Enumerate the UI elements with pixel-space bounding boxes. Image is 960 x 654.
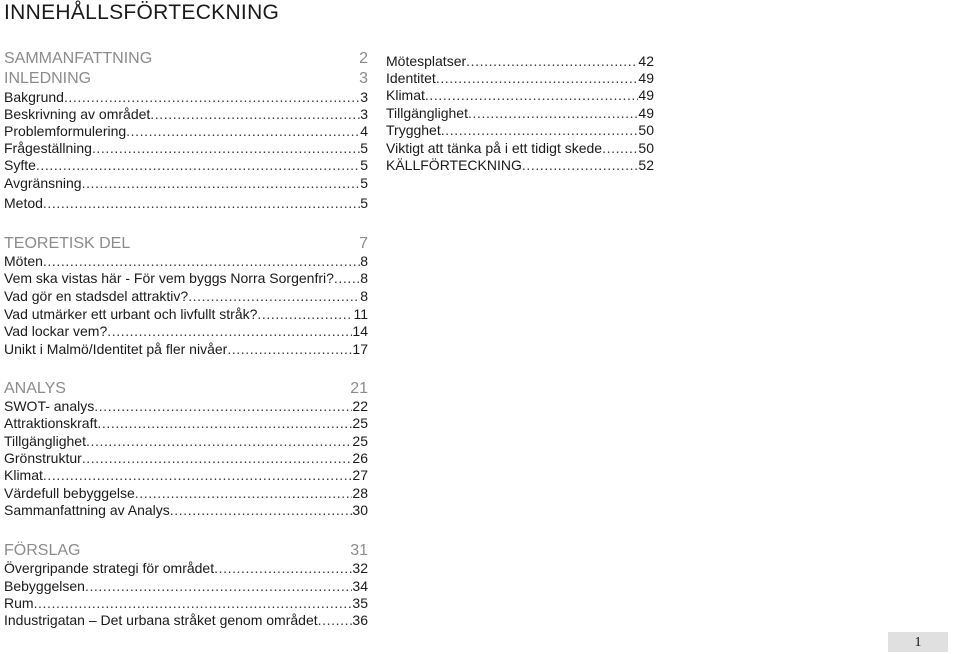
section-page: 21 xyxy=(350,380,368,397)
entry-label: Tillgänglighet xyxy=(386,105,468,121)
section-page: 31 xyxy=(350,542,368,559)
dot-leader xyxy=(82,175,361,192)
entry-label: Metod xyxy=(4,195,43,211)
entry-label: Problemformulering xyxy=(4,123,127,139)
entry-page: 49 xyxy=(638,105,654,121)
toc-left-column xyxy=(4,0,368,653)
dot-leader xyxy=(436,70,639,87)
toc-entry[interactable] xyxy=(386,53,654,70)
entry-label: Frågeställning xyxy=(4,140,92,156)
entry-page: 11 xyxy=(353,306,368,322)
entry-page: 5 xyxy=(360,195,368,211)
entry-page: 50 xyxy=(638,140,654,156)
toc-entry[interactable] xyxy=(4,123,368,140)
entry-label: Övergripande strategi för området xyxy=(4,560,215,576)
entry-label: Identitet xyxy=(386,70,436,86)
dot-leader xyxy=(602,140,638,157)
dot-leader xyxy=(107,323,352,340)
toc-entry[interactable] xyxy=(4,433,368,450)
dot-leader xyxy=(43,467,353,484)
dot-leader xyxy=(135,485,353,502)
toc-right-column xyxy=(386,0,656,200)
toc-entry[interactable] xyxy=(4,612,368,629)
toc-entry[interactable] xyxy=(4,323,368,340)
entry-page: 5 xyxy=(360,157,368,173)
entry-page: 49 xyxy=(638,87,654,103)
dot-leader xyxy=(441,122,639,139)
dot-leader xyxy=(214,560,352,577)
dot-leader xyxy=(150,106,360,123)
entry-label: Vad gör en stadsdel attraktiv? xyxy=(4,288,189,304)
entry-label: Mötesplatser xyxy=(386,53,467,69)
entry-label: Rum xyxy=(4,595,34,611)
entry-label: Värdefull bebyggelse xyxy=(4,485,135,501)
dot-leader xyxy=(36,157,360,174)
section-label: INLEDNING xyxy=(4,70,92,87)
toc-entry[interactable] xyxy=(4,175,368,192)
toc-section-heading[interactable] xyxy=(4,69,368,89)
entry-page: 26 xyxy=(352,450,368,466)
entry-label: Vad lockar vem? xyxy=(4,323,108,339)
entry-page: 42 xyxy=(638,53,654,69)
entry-page: 3 xyxy=(360,106,368,122)
toc-section-heading[interactable] xyxy=(4,379,368,399)
toc-entry[interactable] xyxy=(4,485,368,502)
entry-page: 35 xyxy=(352,595,368,611)
toc-entry[interactable] xyxy=(4,195,368,212)
dot-leader xyxy=(43,195,360,212)
entry-page: 36 xyxy=(352,612,368,628)
toc-entry[interactable] xyxy=(386,122,654,139)
entry-page: 30 xyxy=(352,502,368,518)
entry-page: 8 xyxy=(360,270,368,286)
toc-entry[interactable] xyxy=(4,560,368,577)
dot-leader xyxy=(43,253,360,270)
entry-page: 25 xyxy=(352,415,368,431)
dot-leader xyxy=(522,157,639,174)
entry-label: KÄLLFÖRTECKNING xyxy=(386,157,522,173)
entry-page: 28 xyxy=(352,485,368,501)
toc-entry[interactable] xyxy=(4,467,368,484)
entry-label: Sammanfattning av Analys xyxy=(4,502,170,518)
entry-label: Avgränsning xyxy=(4,175,82,191)
dot-leader xyxy=(257,306,353,323)
entry-page: 52 xyxy=(638,157,654,173)
entry-label: Bakgrund xyxy=(4,89,64,105)
dot-leader xyxy=(126,123,360,140)
toc-entry[interactable] xyxy=(4,270,368,287)
entry-page: 34 xyxy=(352,578,368,594)
entry-page: 5 xyxy=(360,175,368,191)
entry-page: 32 xyxy=(352,560,368,576)
toc-entry[interactable] xyxy=(4,140,368,157)
toc-entry[interactable] xyxy=(386,105,654,122)
section-label: TEORETISK DEL xyxy=(4,235,131,252)
toc-entry[interactable] xyxy=(4,341,368,358)
toc-entry[interactable] xyxy=(4,89,368,106)
dot-leader xyxy=(97,415,352,432)
entry-page: 49 xyxy=(638,70,654,86)
toc-entry[interactable] xyxy=(4,578,368,595)
dot-leader xyxy=(425,87,639,104)
dot-leader xyxy=(334,270,360,287)
section-label: ANALYS xyxy=(4,380,66,397)
entry-label: Syfte xyxy=(4,157,36,173)
toc-entry[interactable] xyxy=(4,595,368,612)
toc-entry[interactable] xyxy=(386,70,654,87)
toc-section-heading[interactable] xyxy=(4,49,368,69)
entry-label: Möten xyxy=(4,253,43,269)
entry-label: Grönstruktur xyxy=(4,450,82,466)
entry-page: 50 xyxy=(638,122,654,138)
entry-label: Viktigt att tänka på i ett tidigt skede xyxy=(386,140,603,156)
page-number: 1 xyxy=(914,635,922,650)
dot-leader xyxy=(64,89,360,106)
toc-entry[interactable] xyxy=(386,87,654,104)
section-page: 7 xyxy=(359,235,368,252)
dot-leader xyxy=(92,140,360,157)
dot-leader xyxy=(94,398,352,415)
toc-entry[interactable] xyxy=(386,157,654,174)
entry-page: 3 xyxy=(360,89,368,105)
toc-entry[interactable] xyxy=(386,140,654,157)
entry-label: Vem ska vistas här - För vem byggs Norra Sorgenfri? xyxy=(4,270,334,286)
entry-page: 22 xyxy=(352,398,368,414)
dot-leader xyxy=(82,450,353,467)
toc-entry[interactable] xyxy=(4,415,368,432)
page-number-box xyxy=(888,632,948,652)
entry-label: Unikt i Malmö/Identitet på fler nivåer xyxy=(4,341,228,357)
toc-entry[interactable] xyxy=(4,450,368,467)
entry-label: Industrigatan – Det urbana stråket genom området xyxy=(4,612,318,628)
toc-entry[interactable] xyxy=(4,106,368,123)
dot-leader xyxy=(318,612,353,629)
dot-leader xyxy=(188,288,360,305)
entry-page: 17 xyxy=(352,341,368,357)
dot-leader xyxy=(170,502,353,519)
entry-label: Bebyggelsen xyxy=(4,578,85,594)
entry-label: Tillgänglighet xyxy=(4,433,86,449)
dot-leader xyxy=(466,53,638,70)
section-page: 3 xyxy=(359,70,368,87)
page-title: INNEHÅLLSFÖRTECKNING xyxy=(4,1,280,24)
toc-entry[interactable] xyxy=(4,398,368,415)
toc-section-heading[interactable] xyxy=(4,234,368,254)
entry-page: 14 xyxy=(352,323,368,339)
entry-page: 8 xyxy=(360,253,368,269)
entry-label: Klimat xyxy=(4,467,43,483)
dot-leader xyxy=(34,595,353,612)
dot-leader xyxy=(468,105,638,122)
entry-label: Beskrivning av området xyxy=(4,106,151,122)
toc-entry[interactable] xyxy=(4,288,368,305)
dot-leader xyxy=(85,578,352,595)
entry-page: 8 xyxy=(360,288,368,304)
entry-label: Klimat xyxy=(386,87,425,103)
toc-entry[interactable] xyxy=(4,157,368,174)
section-page: 2 xyxy=(359,50,368,67)
entry-page: 4 xyxy=(360,123,368,139)
entry-label: Trygghet xyxy=(386,122,441,138)
entry-page: 27 xyxy=(352,467,368,483)
entry-label: SWOT- analys xyxy=(4,398,95,414)
toc-entry[interactable] xyxy=(4,253,368,270)
entry-label: Vad utmärker ett urbant och livfullt stråk? xyxy=(4,306,258,322)
toc-entry[interactable] xyxy=(4,502,368,519)
toc-section-heading[interactable] xyxy=(4,541,368,561)
dot-leader xyxy=(227,341,352,358)
dot-leader xyxy=(86,433,352,450)
entry-page: 5 xyxy=(360,140,368,156)
section-label: SAMMANFATTNING xyxy=(4,50,153,67)
entry-label: Attraktionskraft xyxy=(4,415,98,431)
toc-entry[interactable] xyxy=(4,306,368,323)
section-label: FÖRSLAG xyxy=(4,542,81,559)
entry-page: 25 xyxy=(352,433,368,449)
